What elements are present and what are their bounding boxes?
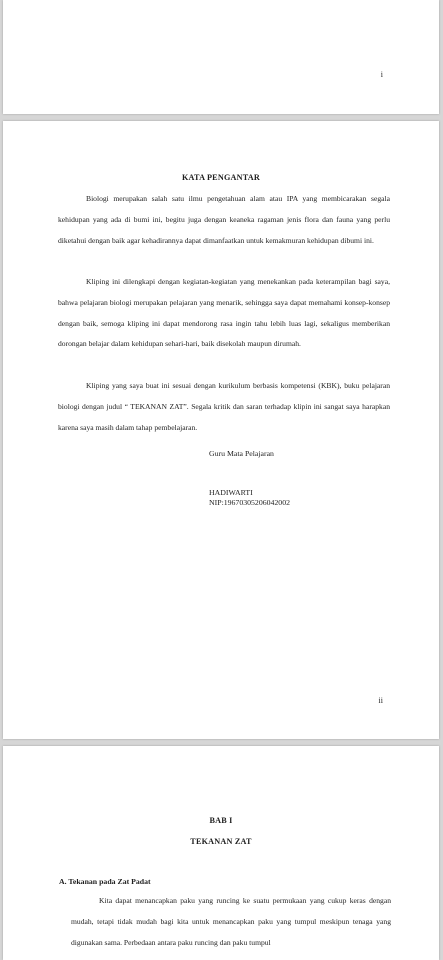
chapter-title: TEKANAN ZAT [190, 837, 252, 846]
page-title: KATA PENGANTAR [181, 173, 261, 182]
signature-name: HADIWARTI [209, 488, 253, 497]
paragraph-3: Kliping yang saya buat ini sesuai dengan kurikulum berbasis kompetensi (KBK), buku pelajaran biologi dengan judul “ TEKANAN ZAT”. Segala kritik dan saran terhadap klipin ini sangat saya harapkan karena saya masih dalam tahap pembelajaran. [58, 381, 390, 432]
document-page-3 [3, 746, 439, 960]
paragraph-1: Kita dapat menancapkan paku yang runcing ke suatu permukaan yang cukup keras dengan mudah, tetapi tidak mudah bagi kita untuk menancapkan paku yang tumpul meskipun tenaga yang digunakan sama. Perbedaan antara paku runcing dan paku tumpul [71, 896, 391, 947]
signature-nip: NIP:19670305206042002 [209, 498, 291, 507]
chapter-number: BAB I [209, 816, 233, 825]
page-number: ii [378, 696, 383, 705]
section-heading: A. Tekanan pada Zat Padat [59, 877, 151, 886]
paragraph-1: Biologi merupakan salah satu ilmu pengetahuan alam atau IPA yang membicarakan segala kehidupan yang ada di bumi ini, begitu juga dengan keaneka ragaman jenis flora dan fauna yang perlu diketahui dengan baik agar kehadirannya dapat dimanfaatkan untuk kemakmuran kehidupan dibumi ini. [58, 194, 390, 245]
paragraph-2: Kliping ini dilengkapi dengan kegiatan-kegiatan yang menekankan pada keterampilan bagi saya, bahwa pelajaran biologi merupakan pelajaran yang menarik, sehingga saya dapat memahami konsep-konsep dengan baik, semoga kliping ini dapat mendorong rasa ingin tahu lebih luas lagi, sekaligus memberikan dorongan belajar dalam kehidupan sehari-hari, baik disekolah maupun dirumah. [58, 277, 390, 349]
document-page-2 [3, 121, 439, 739]
signature-role: Guru Mata Pelajaran [209, 449, 274, 458]
document-page-1 [3, 0, 439, 114]
page-number: i [380, 70, 383, 79]
